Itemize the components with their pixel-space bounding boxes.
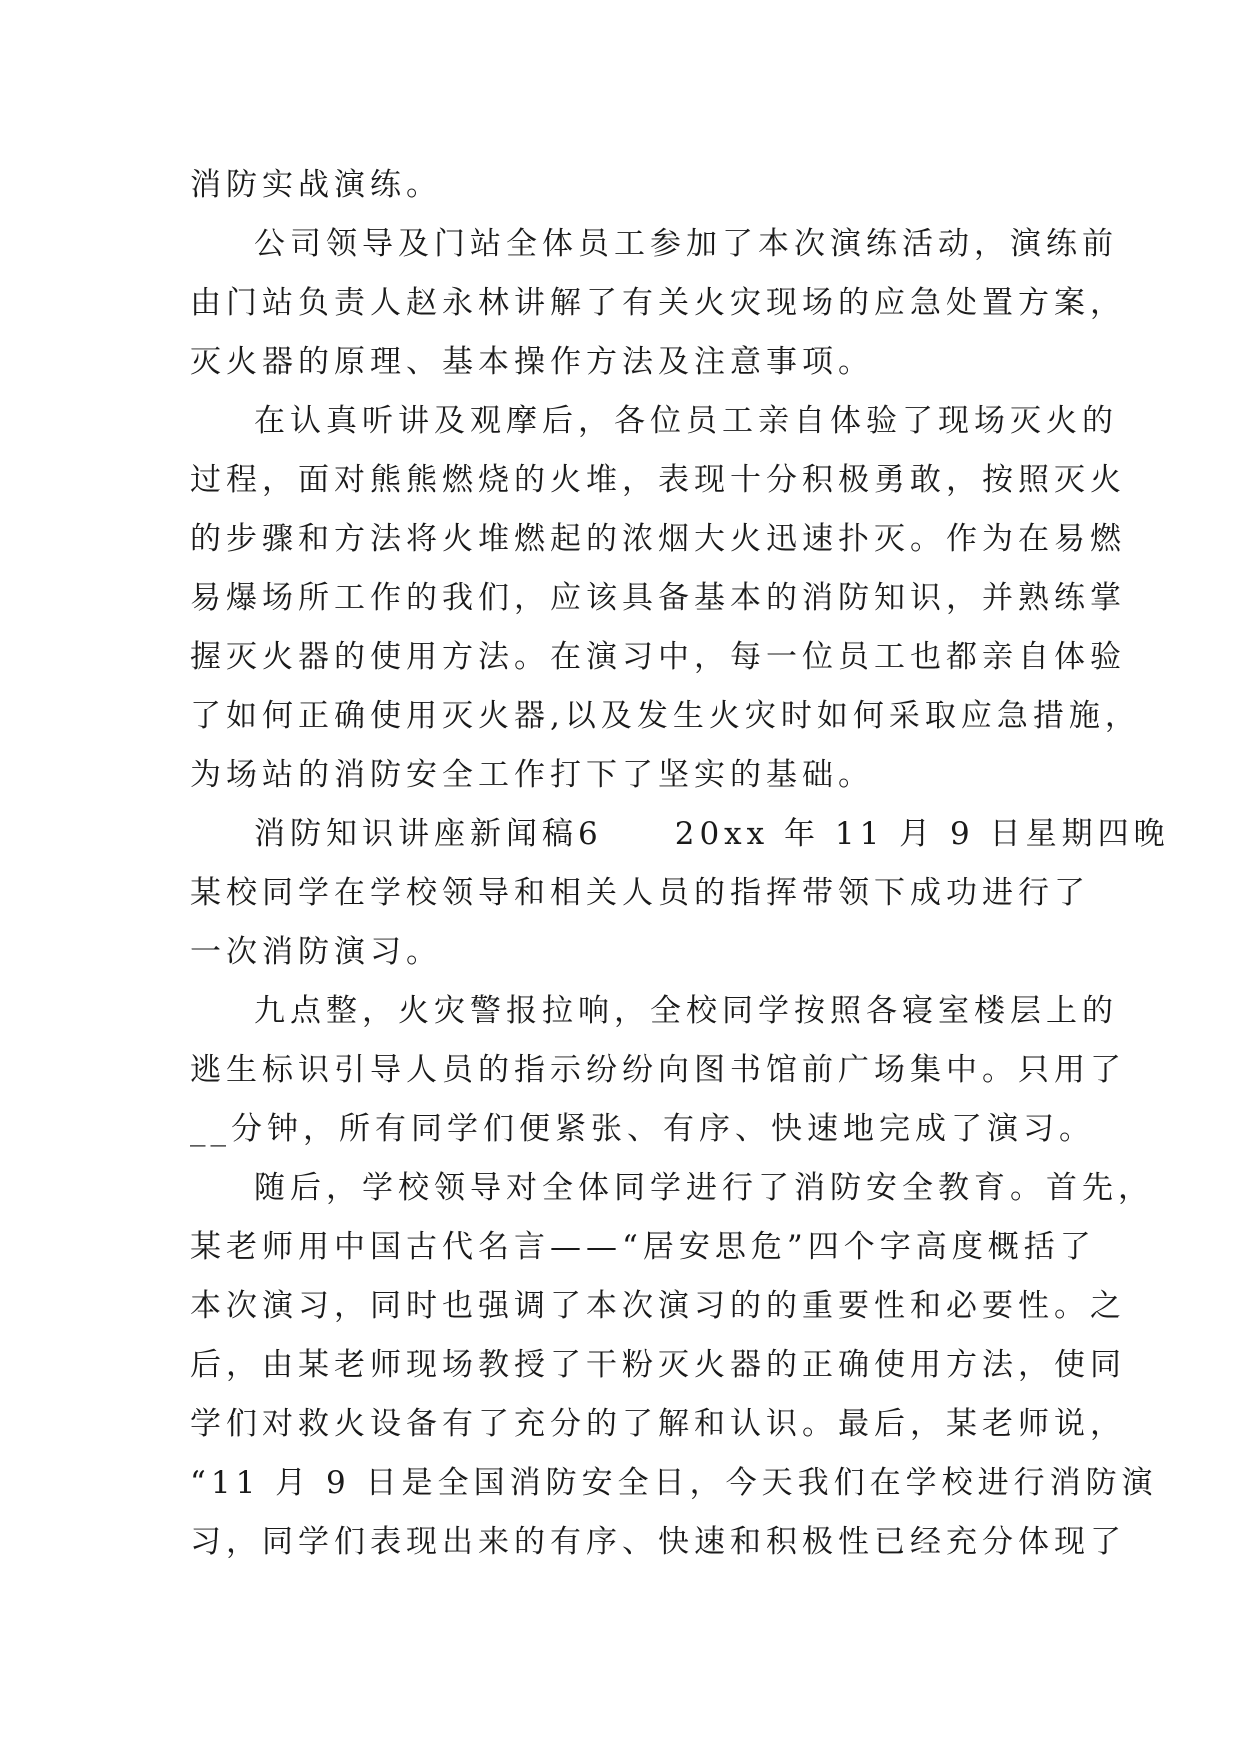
paragraph-start-line: 公司领导及门站全体员工参加了本次演练活动，演练前 (254, 226, 1118, 262)
text-line: 逃生标识引导人员的指示纷纷向图书馆前广场集中。只用了 (190, 1052, 1126, 1088)
text-line: 某校同学在学校领导和相关人员的指挥带领下成功进行了 (190, 875, 1090, 911)
text-line: 的步骤和方法将火堆燃起的浓烟大火迅速扑灭。作为在易燃 (190, 521, 1126, 557)
news-heading-line: 消防知识讲座新闻稿6 20xx 年 11 月 9 日星期四晚 (254, 816, 1170, 852)
text-line: 握灭火器的使用方法。在演习中，每一位员工也都亲自体验 (190, 639, 1126, 675)
text-line: 了如何正确使用灭火器,以及发生火灾时如何采取应急措施， (190, 698, 1141, 734)
text-line: 本次演习，同时也强调了本次演习的的重要性和必要性。之 (190, 1288, 1126, 1324)
paragraph-start-line: 随后，学校领导对全体同学进行了消防安全教育。首先， (254, 1170, 1154, 1206)
text-line: 学们对救火设备有了充分的了解和认识。最后，某老师说， (190, 1406, 1126, 1442)
text-line: __分钟，所有同学们便紧张、有序、快速地完成了演习。 (190, 1111, 1095, 1147)
text-line: 习，同学们表现出来的有序、快速和积极性已经充分体现了 (190, 1524, 1126, 1560)
paragraph-start-line: 九点整，火灾警报拉响，全校同学按照各寝室楼层上的 (254, 993, 1118, 1029)
text-line: 为场站的消防安全工作打下了坚实的基础。 (190, 757, 874, 793)
text-line: 后，由某老师现场教授了干粉灭火器的正确使用方法，使同 (190, 1347, 1126, 1383)
text-line: 消防实战演练。 (190, 167, 442, 203)
text-line: “11 月 9 日是全国消防安全日，今天我们在学校进行消防演 (190, 1465, 1158, 1501)
text-line: 灭火器的原理、基本操作方法及注意事项。 (190, 344, 874, 380)
text-line: 过程，面对熊熊燃烧的火堆，表现十分积极勇敢，按照灭火 (190, 462, 1126, 498)
paragraph-start-line: 在认真听讲及观摩后，各位员工亲自体验了现场灭火的 (254, 403, 1118, 439)
text-line: 由门站负责人赵永林讲解了有关火灾现场的应急处置方案， (190, 285, 1126, 321)
text-line: 某老师用中国古代名言——“居安思危”四个字高度概括了 (190, 1229, 1096, 1265)
text-line: 易爆场所工作的我们，应该具备基本的消防知识，并熟练掌 (190, 580, 1126, 616)
text-line: 一次消防演习。 (190, 934, 442, 970)
